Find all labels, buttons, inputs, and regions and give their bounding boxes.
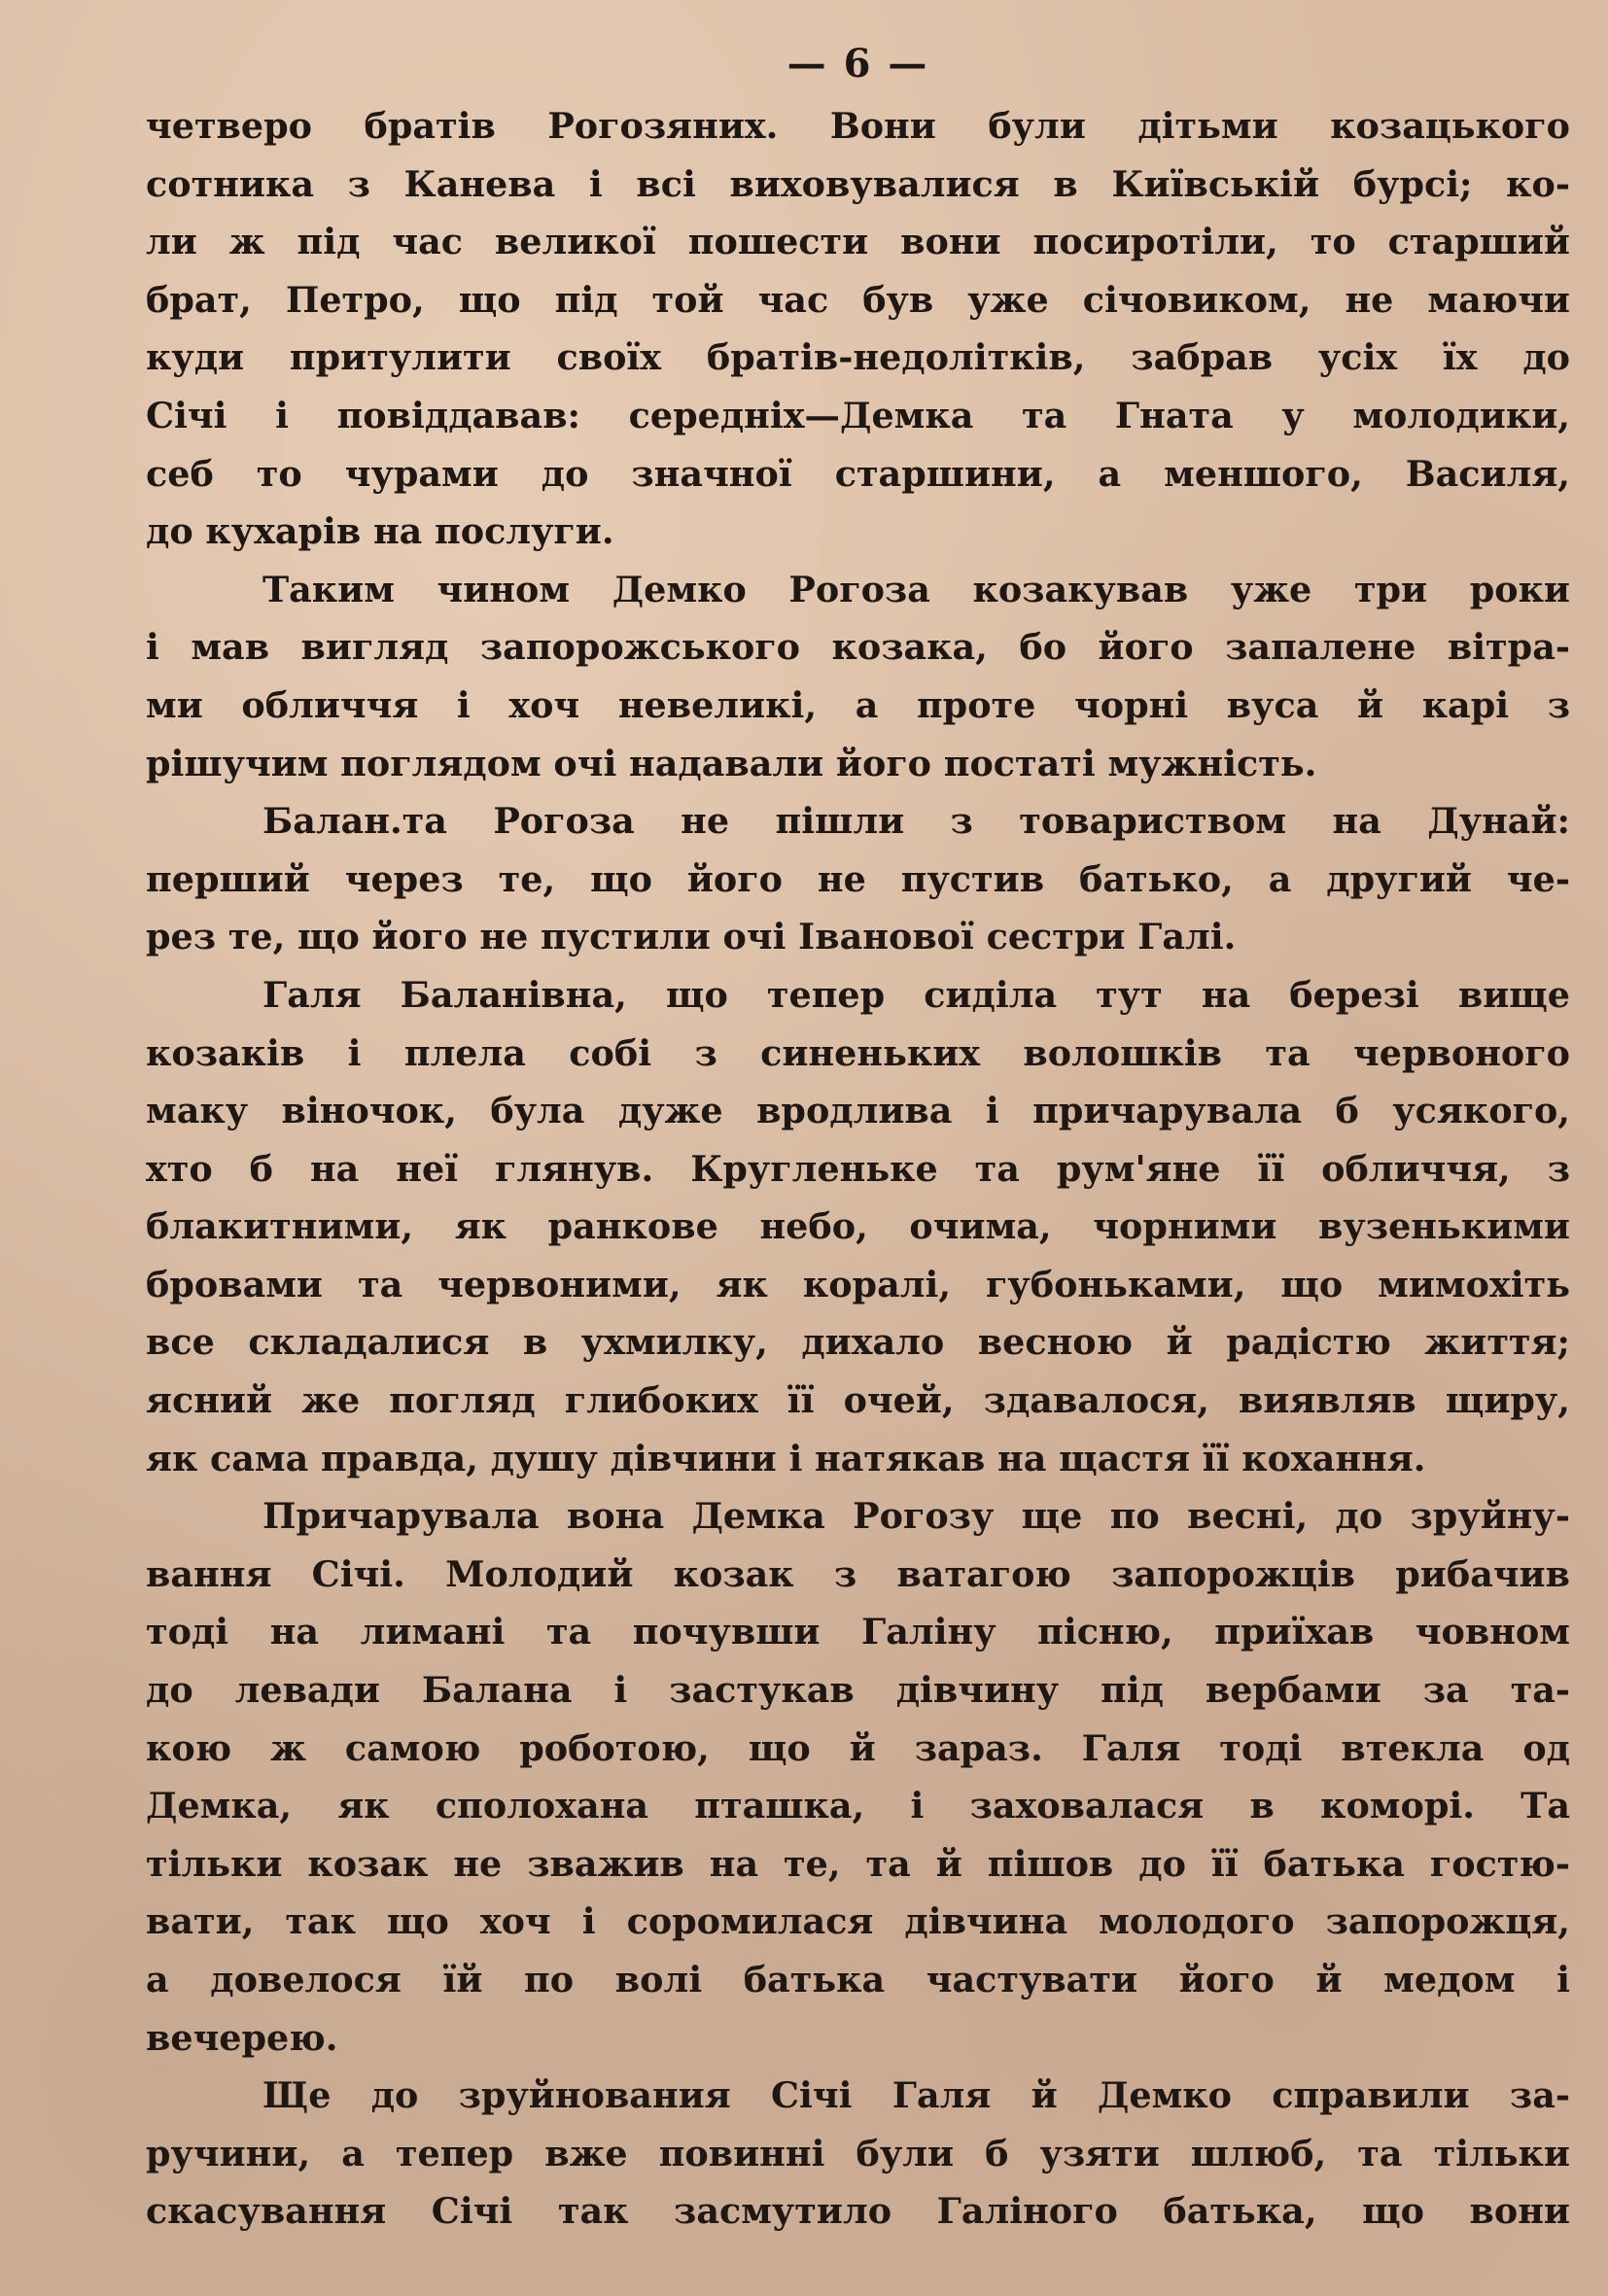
text-line: рішучим поглядом очі надавали його постаті мужність. xyxy=(146,742,1317,784)
text-line: як сама правда, душу дівчини і натякав на щастя її кохання. xyxy=(146,1437,1426,1479)
text-line: вечерею. xyxy=(146,2016,338,2059)
text-line: Галя Баланівна, що тепер сиділа тут на березі вище xyxy=(262,973,1570,1016)
text-line: себ то чурами до значної старшини, а меншого, Василя, xyxy=(146,452,1570,495)
text-line: до левади Балана і застукав дівчину під вербами за та- xyxy=(146,1669,1570,1712)
text-line: Січі і повіддавав: середніх—Демка та Гната у молодики, xyxy=(146,394,1570,436)
text-line: брат, Петро, що під той час був уже січовиком, не маючи xyxy=(146,278,1570,321)
text-line: блакитними, як ранкове небо, очима, чорними вузенькими xyxy=(146,1205,1570,1248)
paragraph-4 xyxy=(146,966,1570,1487)
text-line: ясний же погляд глибоких її очей, здавалося, виявляв щиру, xyxy=(146,1379,1570,1422)
text-line: тільки козак не зважив на те, та й пішов до її батька гостю- xyxy=(146,1842,1570,1885)
paragraph-6 xyxy=(146,2067,1570,2241)
text-line: Демка, як сполохана пташка, і заховалася в коморі. Та xyxy=(146,1785,1570,1827)
text-line: рез те, що його не пустили очі Іванової сестри Галі. xyxy=(146,916,1237,958)
text-line: все складалися в ухмилку, дихало весною й радістю життя; xyxy=(146,1321,1570,1364)
text-line: перший через те, що його не пустив батько, а другий че- xyxy=(146,857,1570,900)
text-line: вання Січі. Молодий козак з ватагою запорожців рибачив xyxy=(146,1552,1570,1595)
text-line: скасування Січі так засмутило Галіного батька, що вони xyxy=(146,2190,1570,2233)
text-line: четверо братів Рогозяних. Вони були дітьми козацького xyxy=(146,105,1570,147)
text-line: Таким чином Демко Рогоза козакував уже три роки xyxy=(262,568,1570,610)
text-line: тоді на лимані та почувши Галіну пісню, приїхав човном xyxy=(146,1611,1570,1653)
book-page xyxy=(146,39,1570,2275)
text-line: ми обличчя і хоч невеликі, а проте чорні вуса й карі з xyxy=(146,683,1570,726)
body-text xyxy=(146,97,1570,2241)
text-line: хто б на неї глянув. Кругленьке та рум'яне її обличчя, з xyxy=(146,1147,1570,1190)
text-line: сотника з Канева і всі виховувалися в Київській бурсі; ко- xyxy=(146,162,1570,205)
text-line: і мав вигляд запорожського козака, бо його запалене вітра- xyxy=(146,626,1570,669)
text-line: до кухарів на послуги. xyxy=(146,510,614,553)
text-line: бровами та червоними, як коралі, губоньками, що мимохіть xyxy=(146,1263,1570,1305)
text-line: куди притулити своїх братів-недоліткiв, забрав усіх їх до xyxy=(146,336,1570,379)
text-line: ли ж під час великої пошести вони посиротіли, то старший xyxy=(146,221,1570,263)
paragraph-3 xyxy=(146,792,1570,966)
paragraph-2 xyxy=(146,561,1570,792)
text-line: кою ж самою роботою, що й зараз. Галя тоді втекла од xyxy=(146,1726,1570,1769)
text-line: козаків і плела собі з синеньких волошків та червоного xyxy=(146,1031,1570,1074)
text-line: Балан.та Рогоза не пішли з товариством на Дунай: xyxy=(262,800,1570,843)
text-line: вати, так що хоч і соромилася дівчина молодого запорожця, xyxy=(146,1900,1570,1943)
text-line: Причарувала вона Демка Рогозу ще по весні, до зруйну- xyxy=(262,1495,1570,1538)
text-line: Ще до зруйнования Січі Галя й Демко справили за- xyxy=(262,2074,1570,2117)
paragraph-1 xyxy=(146,97,1570,561)
text-line: а довелося їй по волі батька частувати його й медом і xyxy=(146,1959,1570,2000)
paragraph-5 xyxy=(146,1487,1570,2067)
page-number: — 6 — xyxy=(787,41,929,87)
text-line: маку віночок, була дуже вродлива і причарувала б усякого, xyxy=(146,1090,1570,1132)
text-line: ручини, а тепер вже повинні були б узяти шлюб, та тільки xyxy=(146,2132,1570,2174)
